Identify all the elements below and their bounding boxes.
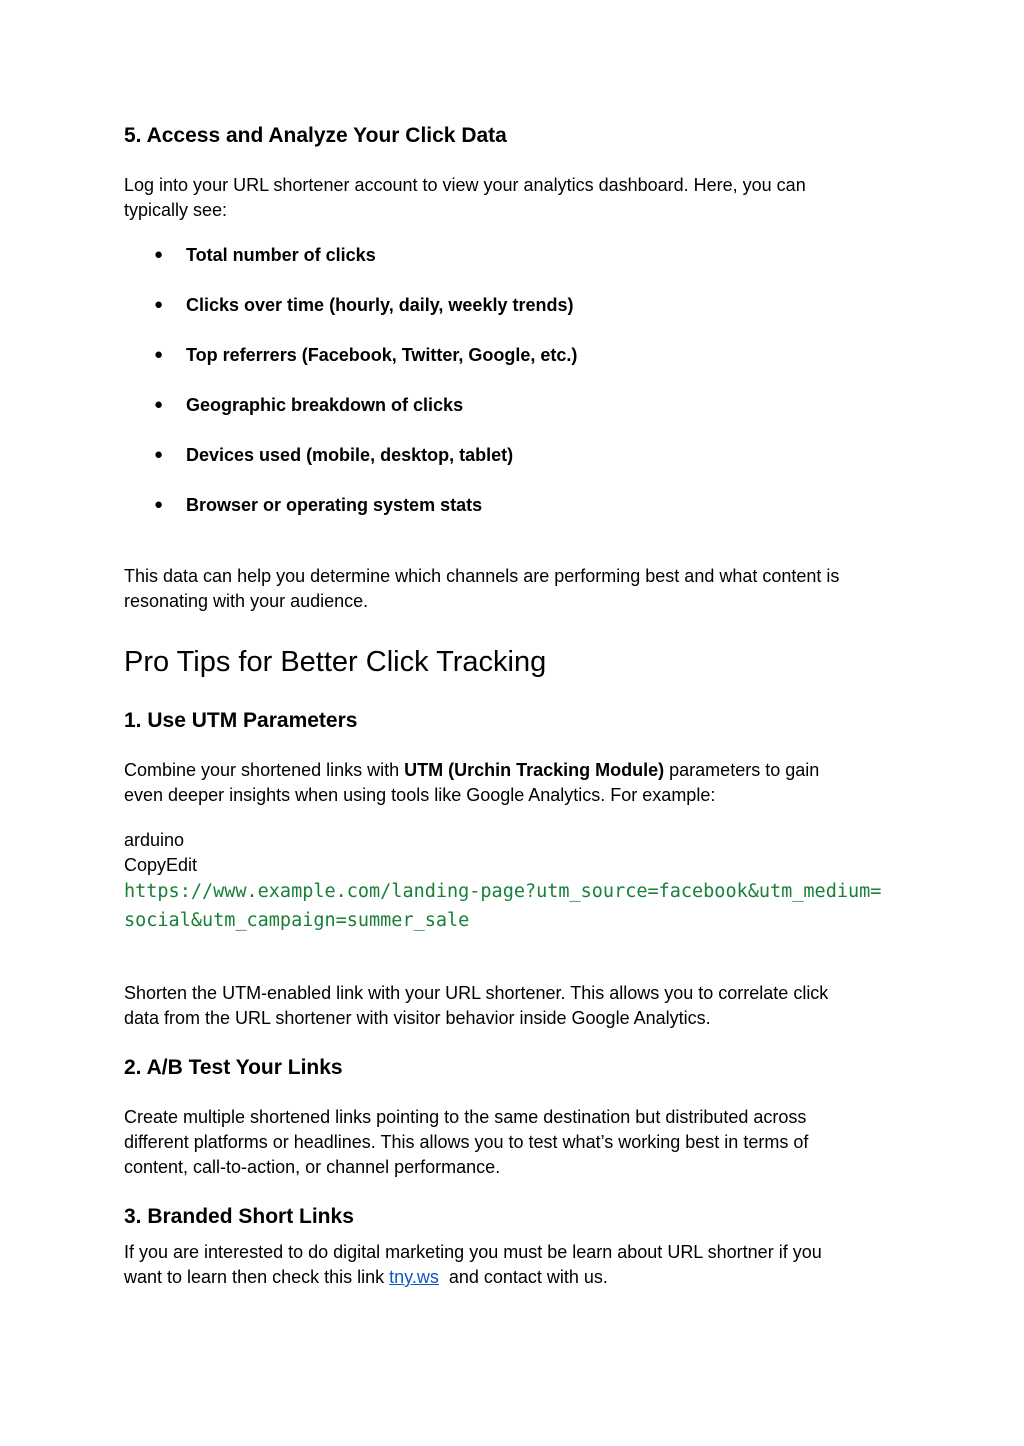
outro-paragraph-line-2: resonating with your audience. bbox=[124, 591, 369, 611]
tip2-heading: 2. A/B Test Your Links bbox=[124, 1056, 343, 1079]
tip2-paragraph-line-2: different platforms or headlines. This allows you to test what’s working best in terms of bbox=[124, 1132, 809, 1152]
bullet-icon: ● bbox=[154, 346, 164, 363]
code-snippet-line-1: https://www.example.com/landing-page?utm_source=facebook&utm_medium= bbox=[124, 881, 882, 902]
code-language-label: arduino bbox=[124, 830, 185, 850]
copy-edit-label: CopyEdit bbox=[124, 855, 198, 875]
list-item-text: Total number of clicks bbox=[186, 245, 376, 265]
list-item-text: Clicks over time (hourly, daily, weekly trends) bbox=[186, 295, 574, 315]
intro-paragraph-line-1: Log into your URL shortener account to view your analytics dashboard. Here, you can bbox=[124, 175, 806, 195]
tip1-after-line-2: data from the URL shortener with visitor behavior inside Google Analytics. bbox=[124, 1008, 711, 1028]
list-item-text: Browser or operating system stats bbox=[186, 495, 483, 515]
bullet-icon: ● bbox=[154, 446, 164, 463]
bullet-icon: ● bbox=[154, 396, 164, 413]
code-snippet-line-2: social&utm_campaign=summer_sale bbox=[124, 910, 470, 931]
bullet-icon: ● bbox=[154, 496, 164, 513]
list-item-text: Top referrers (Facebook, Twitter, Google, etc.) bbox=[186, 345, 578, 365]
tip3-paragraph-line-1: If you are interested to do digital marketing you must be learn about URL shortner if you bbox=[124, 1242, 822, 1262]
section-heading-access-analyze: 5. Access and Analyze Your Click Data bbox=[124, 124, 507, 147]
tip1-paragraph-line-1 bbox=[124, 758, 819, 783]
page-title-pro-tips: Pro Tips for Better Click Tracking bbox=[124, 646, 547, 678]
tip1-after-line-1: Shorten the UTM-enabled link with your URL shortener. This allows you to correlate click bbox=[124, 983, 829, 1003]
intro-paragraph-line-2: typically see: bbox=[124, 200, 228, 220]
tny-ws-link[interactable]: tny.ws bbox=[389, 1267, 439, 1287]
tip2-paragraph-line-1: Create multiple shortened links pointing to the same destination but distributed across bbox=[124, 1107, 807, 1127]
bullet-icon: ● bbox=[154, 246, 164, 263]
list-item-text: Geographic breakdown of clicks bbox=[186, 395, 464, 415]
outro-paragraph-line-1: This data can help you determine which channels are performing best and what content is bbox=[124, 566, 840, 586]
tip1-heading: 1. Use UTM Parameters bbox=[124, 709, 358, 732]
tip2-paragraph-line-3: content, call-to-action, or channel performance. bbox=[124, 1157, 501, 1177]
tip1-paragraph-line-2: even deeper insights when using tools like Google Analytics. For example: bbox=[124, 785, 716, 805]
list-item-text: Devices used (mobile, desktop, tablet) bbox=[186, 445, 514, 465]
tip1-text-after: parameters to gain bbox=[664, 760, 820, 780]
tip3-heading: 3. Branded Short Links bbox=[124, 1205, 354, 1228]
tip3-text-after: and contact with us. bbox=[438, 1267, 608, 1287]
tip3-text-before: want to learn then check this link bbox=[124, 1267, 390, 1287]
bullet-icon: ● bbox=[154, 296, 164, 313]
tip1-bold-utm: UTM (Urchin Tracking Module) bbox=[404, 760, 665, 780]
tip1-text-before: Combine your shortened links with bbox=[124, 760, 405, 780]
tip3-paragraph-line-2 bbox=[124, 1265, 608, 1290]
